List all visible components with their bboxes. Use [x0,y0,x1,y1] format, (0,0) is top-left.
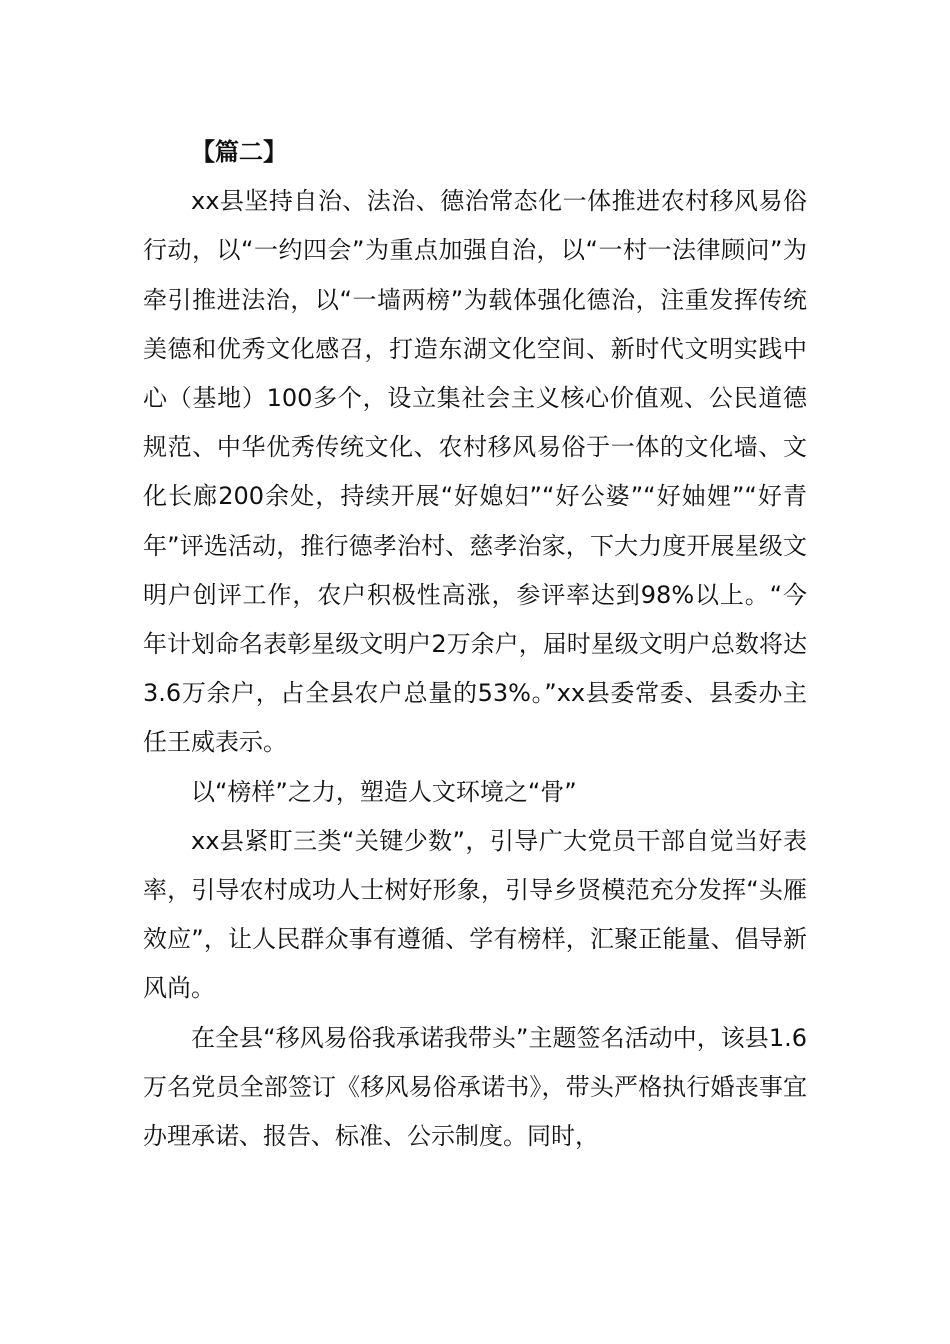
paragraph-2: xx县紧盯三类“关键少数”，引导广大党员干部自觉当好表率，引导农村成功人士树好形象，引导乡贤模范充分发挥“头雁效应”，让人民群众事有遵循、学有榜样，汇聚正能量、倡导新风尚。 [143,826,807,1003]
paragraph-1: xx县坚持自治、法治、德治常态化一体推进农村移风易俗行动，以“一约四会”为重点加强自治，以“一村一法律顾问”为牵引推进法治，以“一墙两榜”为载体强化德治，注重发挥传统美德和优秀文化感召，打造东湖文化空间、新时代文明实践中心（基地）100多个，设立集社会主义核心价值观、公民道德规范、中华优秀传统文化、农村移风易俗于一体的文化墙、文化长廊200余处，持续开展“好媳妇”“好公婆”“好妯娌”“好青年”评选活动，推行德孝治村、慈孝治家，下大力度开展星级文明户创评工作，农户积极性高涨，参评率达到98%以上。“今年计划命名表彰星级文明户2万余户，届时星级文明户总数将达3.6万余户，占全县农户总量的53%。”xx县委常委、县委办主任王威表示。 [143,187,807,757]
section-heading: 【篇二】 [191,138,287,166]
paragraph-3: 在全县“移风易俗我承诺我带头”主题签名活动中，该县1.6万名党员全部签订《移风易俗承诺书》，带头严格执行婚丧事宜办理承诺、报告、标准、公示制度。同时， [143,1023,807,1151]
document-body [143,128,807,1161]
paragraph-subheading: 以“榜样”之力，塑造人文环境之“骨” [191,777,577,806]
